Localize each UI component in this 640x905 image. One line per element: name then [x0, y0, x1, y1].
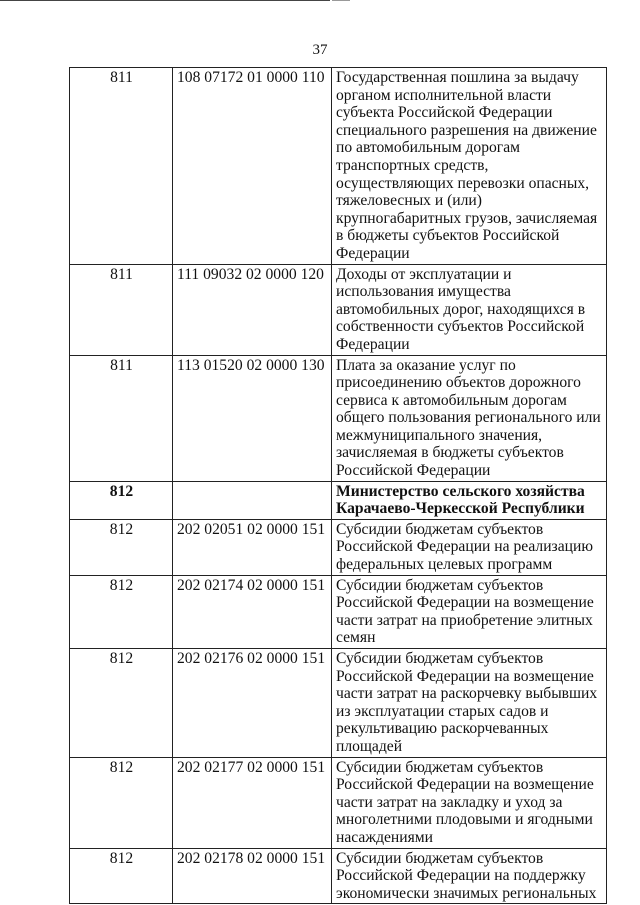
admin-code-cell: 812 [70, 481, 173, 519]
revenue-name-cell: Доходы от эксплуатации и использования имущества автомобильных дорог, находящихся в собственности субъектов Российской Федерации [332, 264, 607, 355]
revenue-name-cell: Субсидии бюджетам субъектов Российской Федерации на поддержку экономически значимых региональных [332, 848, 607, 904]
budget-code-cell: 111 09032 02 0000 120 [173, 264, 332, 355]
revenue-name-cell: Субсидии бюджетам субъектов Российской Федерации на возмещение части затрат на раскорчевку выбывших из эксплуатации старых садов и рекультивацию раскорчеванных площадей [332, 649, 607, 758]
page-number: 37 [312, 42, 328, 58]
budget-code-cell: 113 01520 02 0000 130 [173, 355, 332, 481]
budget-code-cell: 202 02174 02 0000 151 [173, 575, 332, 648]
admin-code-cell: 811 [70, 68, 173, 265]
table-row [70, 355, 607, 481]
admin-code-cell: 812 [70, 519, 173, 575]
scan-edge-mark [332, 0, 350, 1]
table-row [70, 575, 607, 648]
revenue-name-cell: Субсидии бюджетам субъектов Российской Федерации на возмещение части затрат на приобретение элитных семян [332, 575, 607, 648]
budget-code-cell: 202 02178 02 0000 151 [173, 848, 332, 904]
table-row [70, 519, 607, 575]
admin-code-cell: 811 [70, 264, 173, 355]
budget-code-cell: 202 02177 02 0000 151 [173, 757, 332, 848]
admin-code-cell: 812 [70, 757, 173, 848]
budget-revenue-table [69, 67, 607, 904]
table-row [70, 68, 607, 265]
table-row [70, 264, 607, 355]
table-row [70, 481, 607, 519]
revenue-name-cell: Министерство сельского хозяйства Карачаево-Черкесской Республики [332, 481, 607, 519]
admin-code-cell: 812 [70, 575, 173, 648]
scan-edge-line [0, 0, 330, 1]
budget-code-cell: 202 02176 02 0000 151 [173, 649, 332, 758]
revenue-name-cell: Государственная пошлина за выдачу органом исполнительной власти субъекта Российской Федерации специального разрешения на движение по автомобильным дорогам транспортных средств, осуществляющих перевозки опасных, тяжеловесных и (или) крупногабаритных грузов, зачисляемая в бюджеты субъектов Российской Федерации [332, 68, 607, 265]
budget-code-cell: 202 02051 02 0000 151 [173, 519, 332, 575]
budget-code-cell [173, 481, 332, 519]
table-row [70, 757, 607, 848]
admin-code-cell: 812 [70, 848, 173, 904]
table-row [70, 649, 607, 758]
table-row [70, 848, 607, 904]
admin-code-cell: 811 [70, 355, 173, 481]
budget-code-cell: 108 07172 01 0000 110 [173, 68, 332, 265]
revenue-name-cell: Субсидии бюджетам субъектов Российской Федерации на возмещение части затрат на закладку и уход за многолетними плодовыми и ягодными насаждениями [332, 757, 607, 848]
revenue-name-cell: Субсидии бюджетам субъектов Российской Федерации на реализацию федеральных целевых программ [332, 519, 607, 575]
revenue-name-cell: Плата за оказание услуг по присоединению объектов дорожного сервиса к автомобильным дорогам общего пользования регионального или межмуниципального значения, зачисляемая в бюджеты субъектов Российской Федерации [332, 355, 607, 481]
admin-code-cell: 812 [70, 649, 173, 758]
